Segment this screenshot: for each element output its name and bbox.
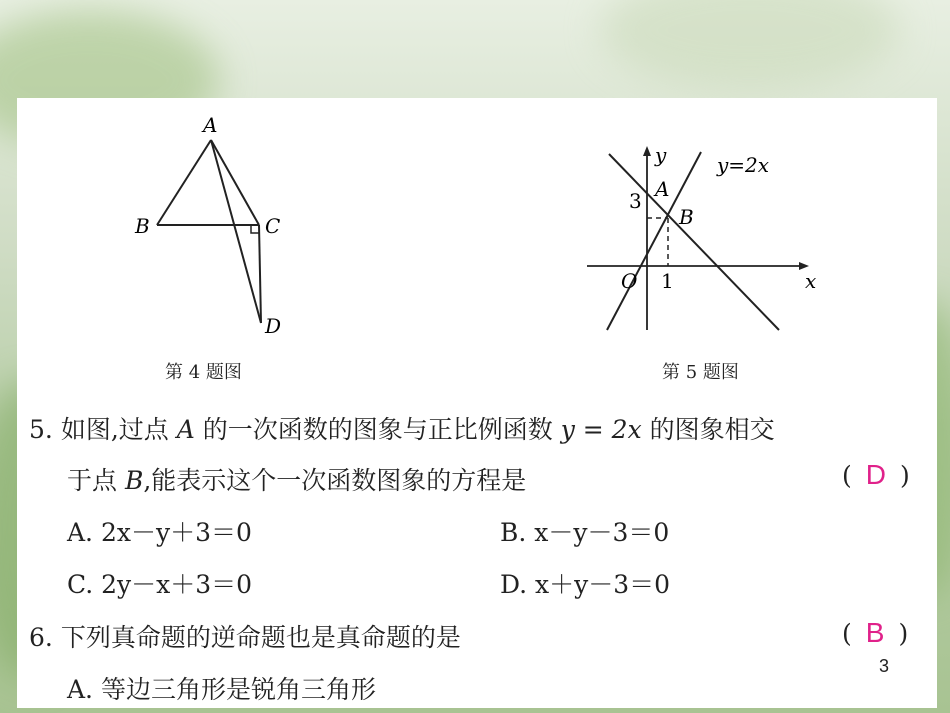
q6-option-a: A. 等边三角形是锐角三角形 xyxy=(67,675,376,704)
fig5-line-equation: y=2x xyxy=(717,153,770,177)
fig4-label-b: B xyxy=(135,214,150,238)
q5-text-mid: 的一次函数的图象与正比例函数 xyxy=(202,415,553,444)
figure-5 xyxy=(577,138,837,338)
fig5-y-axis-label: y xyxy=(655,143,667,167)
q5-option-c: C. 2y－x＋3＝0 xyxy=(67,570,253,599)
q5-var-b: B xyxy=(124,466,144,495)
q6-answer xyxy=(842,617,908,649)
q5-equation: y = 2x xyxy=(560,415,642,444)
q5-line2-suffix: ,能表示这个一次函数图象的方程是 xyxy=(143,466,527,495)
q5-option-a: A. 2x－y＋3＝0 xyxy=(67,518,252,547)
figure-5-graph xyxy=(577,138,837,338)
q6-text: 下列真命题的逆命题也是真命题的是 xyxy=(60,623,461,652)
figure-5-caption: 第 5 题图 xyxy=(662,362,739,383)
q5-paren-open: ( xyxy=(842,461,852,490)
fig5-x-axis-label: x xyxy=(805,269,817,293)
q6-paren-close: ) xyxy=(898,619,909,648)
q5-answer-letter: D xyxy=(865,459,886,490)
fig5-label-b: B xyxy=(679,205,694,229)
q6-answer-letter: B xyxy=(865,617,885,648)
q6-number: 6. xyxy=(29,623,53,652)
q5-number: 5. xyxy=(29,415,53,444)
q6-line-1 xyxy=(29,618,461,654)
figure-4-diagram xyxy=(127,108,327,338)
q5-text: 如图,过点 xyxy=(60,415,169,444)
q5-line2-prefix: 于点 xyxy=(67,466,118,495)
fig4-label-a: A xyxy=(203,113,218,137)
q5-text-suffix: 的图象相交 xyxy=(649,415,775,444)
fig5-label-a: A xyxy=(655,177,670,201)
q5-option-d: D. x＋y－3＝0 xyxy=(500,570,671,599)
q5-line-1 xyxy=(29,410,775,446)
q5-var-a: A xyxy=(176,415,195,444)
figure-4-caption: 第 4 题图 xyxy=(165,362,242,383)
fig5-tick-1: 1 xyxy=(661,269,674,293)
page-sheet xyxy=(17,98,937,708)
fig5-tick-3: 3 xyxy=(629,189,642,213)
fig5-origin-label: O xyxy=(621,269,638,293)
q5-line-2 xyxy=(67,461,526,497)
fig4-label-c: C xyxy=(265,214,281,238)
q5-answer xyxy=(842,459,910,491)
q6-paren-open: ( xyxy=(842,619,852,648)
q5-paren-close: ) xyxy=(900,461,910,490)
figure-4 xyxy=(127,108,327,338)
page-number: 3 xyxy=(879,656,890,676)
fig4-label-d: D xyxy=(265,314,282,338)
q5-option-b: B. x－y－3＝0 xyxy=(500,518,670,547)
